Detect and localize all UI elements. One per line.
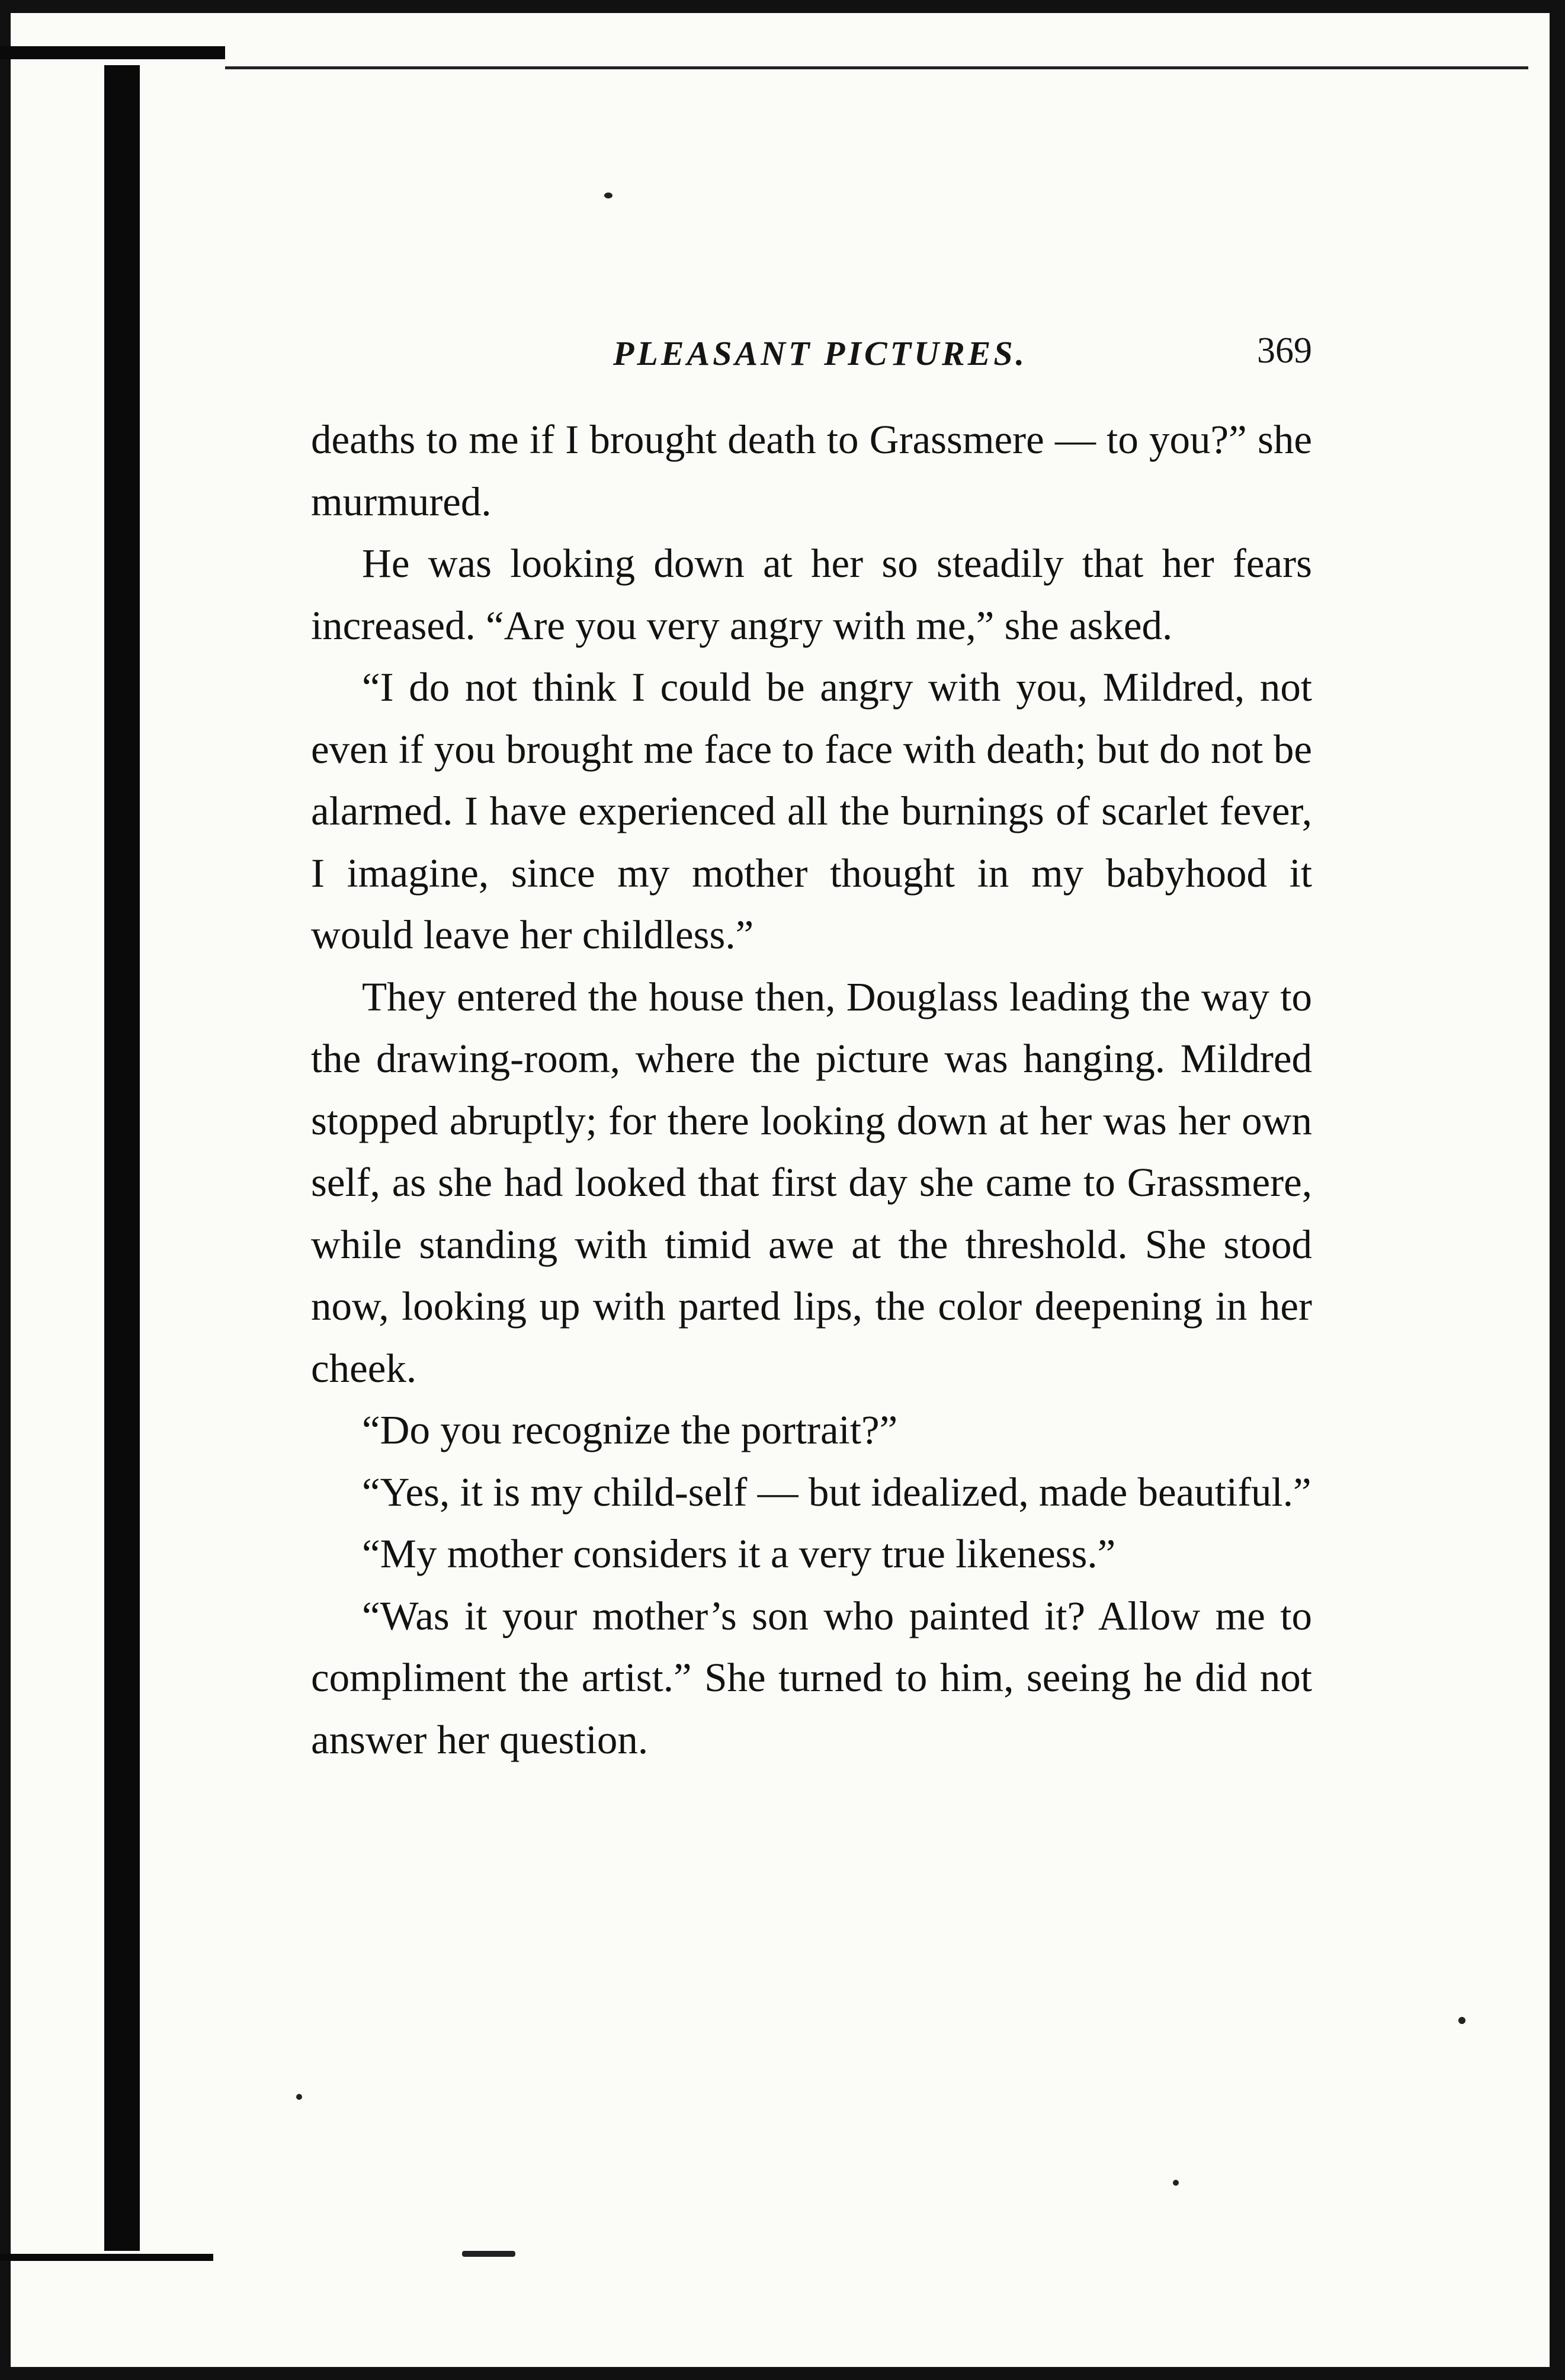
paragraph: “Yes, it is my child-self — but idealized, made beautiful.” [362,1469,1311,1515]
scan-border-top [0,0,1565,13]
ink-speck [1458,2017,1465,2024]
ink-speck [296,2094,302,2100]
paragraph: “My mother considers it a very true likeness.” [362,1531,1116,1576]
page-header [311,329,1312,382]
paragraph: He was looking down at her so steadily that her fears increased. “Are you very angry with me,” she asked. [311,541,1312,648]
ink-speck [1173,2180,1179,2186]
binding-shadow-bottom [0,2254,213,2261]
paragraph: “I do not think I could be angry with you, Mildred, not even if you brought me face to face with death; but do not be alarmed. I have experienced all the burnings of scarlet fever, I imagine, since my mother thought in my babyhood it would leave her childless.” [311,665,1312,957]
paragraph: deaths to me if I brought death to Grassmere — to you?” she murmured. [311,417,1312,524]
body-text [311,409,1312,1770]
scan-border-left [0,0,11,2380]
binding-gutter-bar [104,65,140,2251]
binding-top-rule [225,66,1528,69]
paragraph: “Was it your mother’s son who painted it? Allow me to compliment the artist.” She turned to him, seeing he did not answer her question. [311,1593,1312,1762]
page-number: 369 [1257,331,1312,371]
binding-shadow-top [0,46,225,59]
ink-speck [462,2251,515,2257]
paragraph: They entered the house then, Douglass leading the way to the drawing-room, where the picture was hanging. Mildred stopped abruptly; for there looking down at her was her own self, as she had looked that first day she came to Grassmere, while standing with timid awe at the threshold. She stood now, looking up with parted lips, the color deepening in her cheek. [311,974,1312,1391]
ink-speck [604,193,612,198]
scan-border-bottom [0,2367,1565,2380]
running-head: PLEASANT PICTURES. [613,334,1028,373]
paragraph: “Do you recognize the portrait?” [362,1407,898,1452]
scan-border-right [1550,0,1565,2380]
